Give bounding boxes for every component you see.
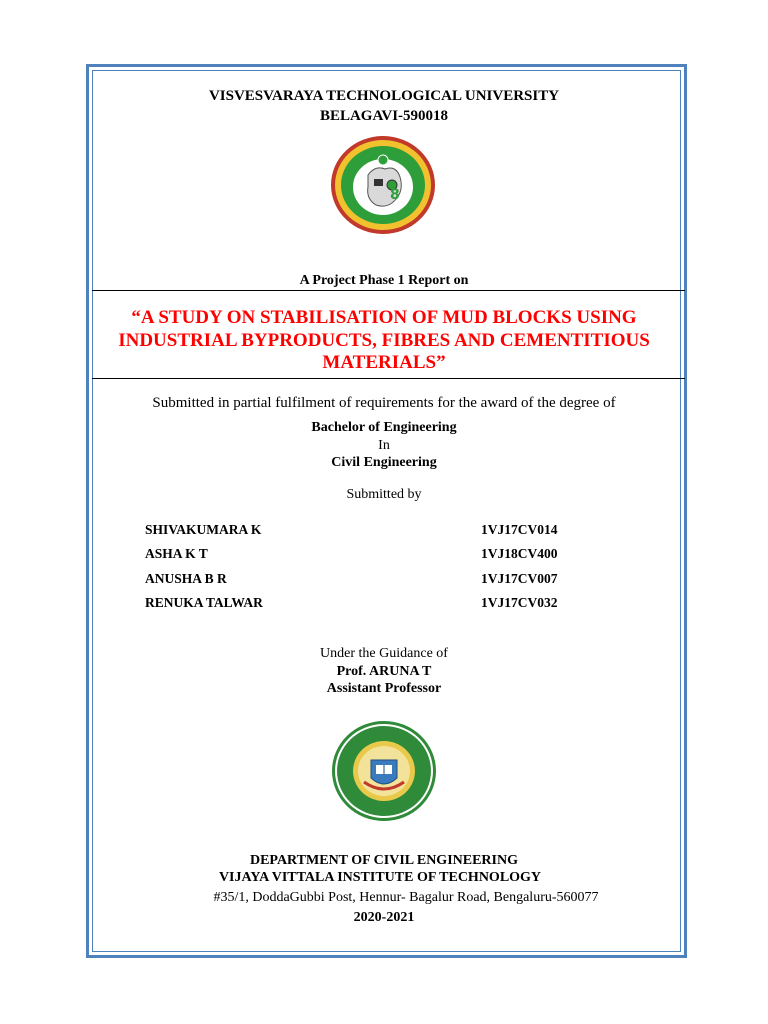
guide-name: Prof. ARUNA T [336,664,432,679]
title-line-3: MATERIALS” [322,352,446,373]
member-usn: 1VJ17CV032 [481,595,558,610]
vvit-seal-logo [331,720,437,822]
report-intro: A Project Phase 1 Report on [299,273,469,288]
member-name: SHIVAKUMARA K [145,522,262,537]
degree-branch: Civil Engineering [331,455,437,470]
university-location: BELAGAVI-590018 [319,108,449,124]
member-name: ANUSHA B R [145,571,227,586]
title-bottom-rule [92,378,685,379]
guide-designation: Assistant Professor [326,681,442,696]
submitted-by-label: Submitted by [346,487,422,502]
department-name: DEPARTMENT OF CIVIL ENGINEERING [249,853,518,868]
institute-name: VIJAYA VITTALA INSTITUTE OF TECHNOLOGY [218,870,542,885]
member-usn: 1VJ17CV014 [481,522,558,537]
member-name: RENUKA TALWAR [145,595,263,610]
institute-address: #35/1, DoddaGubbi Post, Hennur- Bagalur Road, Bengaluru-560077 [213,890,599,905]
member-usn: 1VJ18CV400 [481,546,558,561]
academic-year: 2020-2021 [353,910,415,925]
university-name: VISVESVARAYA TECHNOLOGICAL UNIVERSITY [208,88,560,104]
guidance-label: Under the Guidance of [320,646,448,661]
title-top-rule [92,290,685,291]
svg-text:8: 8 [390,187,400,203]
vtu-seal-logo [330,135,436,235]
member-usn: 1VJ17CV007 [481,571,558,586]
degree-name: Bachelor of Engineering [311,420,457,435]
degree-connector: In [378,438,390,453]
submission-statement: Submitted in partial fulfilment of requirements for the award of the degree of [152,395,616,411]
title-line-2: INDUSTRIAL BYPRODUCTS, FIBRES AND CEMENTITIOUS [118,330,650,351]
member-name: ASHA K T [145,546,208,561]
title-line-1: “A STUDY ON STABILISATION OF MUD BLOCKS USING [131,307,637,328]
